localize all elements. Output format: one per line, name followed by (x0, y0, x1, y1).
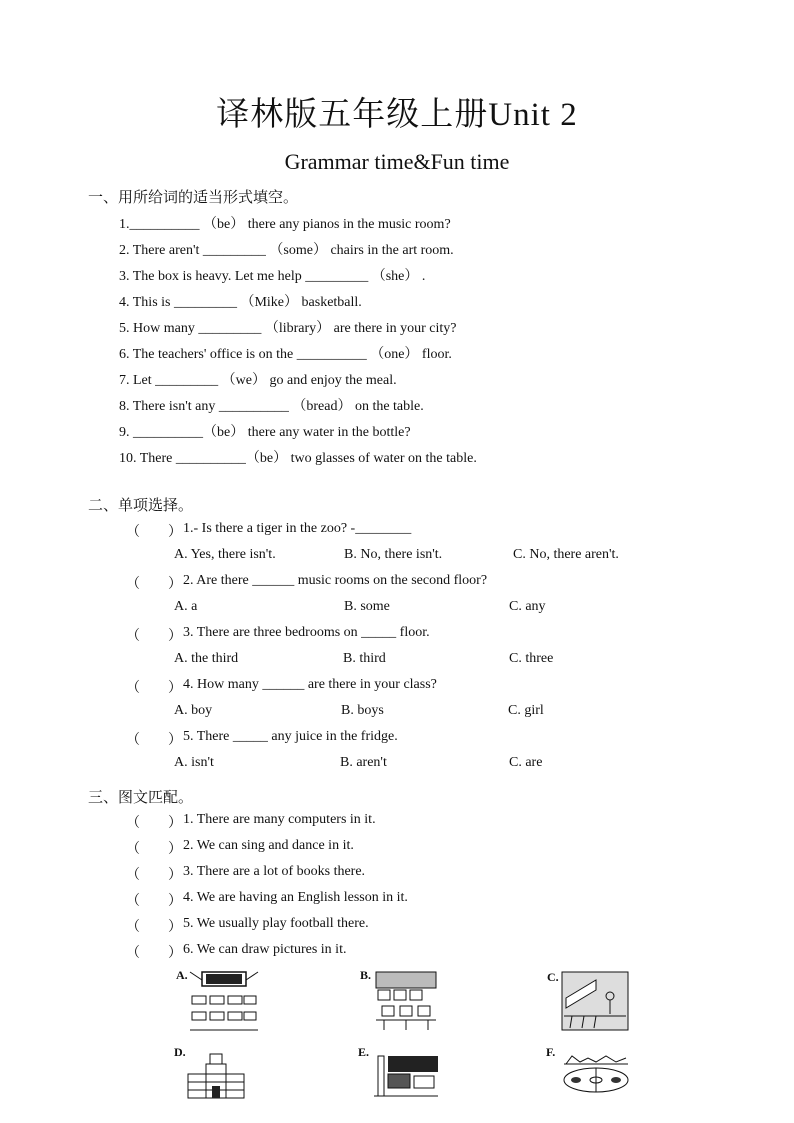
option-b: B. third (343, 651, 386, 666)
option-c: C. any (509, 599, 546, 614)
fill-item-8: 8. There isn't any __________ （bread） on the table. (119, 399, 424, 414)
library-building-picture (186, 1052, 246, 1100)
page-subtitle: Grammar time&Fun time (284, 149, 510, 174)
fill-item-10: 10. There __________（be） two glasses of water on the table. (119, 451, 477, 466)
question-1: 1.- Is there a tiger in the zoo? -________ (183, 521, 412, 536)
section-2-heading: 二、单项选择。 (88, 496, 194, 514)
match-item-3: 3. There are a lot of books there. (183, 864, 366, 879)
answer-paren: （ ） (126, 525, 182, 540)
picture-label-c: C. (547, 970, 559, 984)
section-1-heading: 一、用所给词的适当形式填空。 (88, 188, 299, 206)
picture-label-d: D. (174, 1045, 186, 1059)
section-3-heading: 三、图文匹配。 (88, 788, 194, 806)
page-title: 译林版五年级上册Unit 2 (216, 97, 578, 133)
answer-paren: （ ） (126, 842, 182, 857)
option-c: C. are (509, 755, 543, 770)
question-4: 4. How many ______ are there in your class? (183, 677, 437, 692)
option-a: A. a (174, 599, 198, 614)
fill-item-6: 6. The teachers' office is on the __________ （one） floor. (119, 347, 452, 362)
question-3: 3. There are three bedrooms on _____ floor. (183, 625, 430, 640)
option-b: B. aren't (340, 755, 387, 770)
answer-paren: （ ） (126, 733, 182, 748)
option-a: A. isn't (174, 755, 214, 770)
fill-item-7: 7. Let _________ （we） go and enjoy the meal. (119, 373, 397, 388)
answer-paren: （ ） (126, 946, 182, 961)
match-item-4: 4. We are having an English lesson in it. (183, 890, 408, 905)
fill-item-5: 5. How many _________ （library） are there in your city? (119, 321, 457, 336)
option-a: A. Yes, there isn't. (174, 547, 276, 562)
option-c: C. girl (508, 703, 544, 718)
computer-room-picture (374, 968, 438, 1032)
option-c: C. three (509, 651, 554, 666)
question-5: 5. There _____ any juice in the fridge. (183, 729, 398, 744)
picture-label-f: F. (546, 1045, 556, 1059)
answer-paren: （ ） (126, 894, 182, 909)
option-a: A. the third (174, 651, 239, 666)
playground-picture (560, 1052, 632, 1096)
picture-label-a: A. (176, 968, 188, 982)
match-item-1: 1. There are many computers in it. (183, 812, 376, 827)
match-item-2: 2. We can sing and dance in it. (183, 838, 354, 853)
option-b: B. some (344, 599, 390, 614)
option-c: C. No, there aren't. (513, 547, 619, 562)
picture-label-e: E. (358, 1045, 370, 1059)
classroom-picture (188, 968, 260, 1032)
music-room-picture (372, 1052, 440, 1100)
answer-paren: （ ） (126, 681, 182, 696)
picture-label-b: B. (360, 968, 372, 982)
answer-paren: （ ） (126, 577, 182, 592)
art-room-picture (560, 970, 630, 1032)
fill-item-2: 2. There aren't _________ （some） chairs in the art room. (119, 243, 454, 258)
answer-paren: （ ） (126, 868, 182, 883)
fill-item-9: 9. __________（be） there any water in the bottle? (119, 425, 411, 440)
match-item-6: 6. We can draw pictures in it. (183, 942, 347, 957)
option-b: B. boys (341, 703, 384, 718)
fill-item-4: 4. This is _________ （Mike） basketball. (119, 295, 362, 310)
answer-paren: （ ） (126, 629, 182, 644)
fill-item-3: 3. The box is heavy. Let me help _________ （she） . (119, 269, 426, 284)
match-item-5: 5. We usually play football there. (183, 916, 369, 931)
question-2: 2. Are there ______ music rooms on the second floor? (183, 573, 488, 588)
option-a: A. boy (174, 703, 213, 718)
fill-item-1: 1.__________ （be） there any pianos in the music room? (119, 217, 451, 232)
answer-paren: （ ） (126, 816, 182, 831)
option-b: B. No, there isn't. (344, 547, 443, 562)
answer-paren: （ ） (126, 920, 182, 935)
